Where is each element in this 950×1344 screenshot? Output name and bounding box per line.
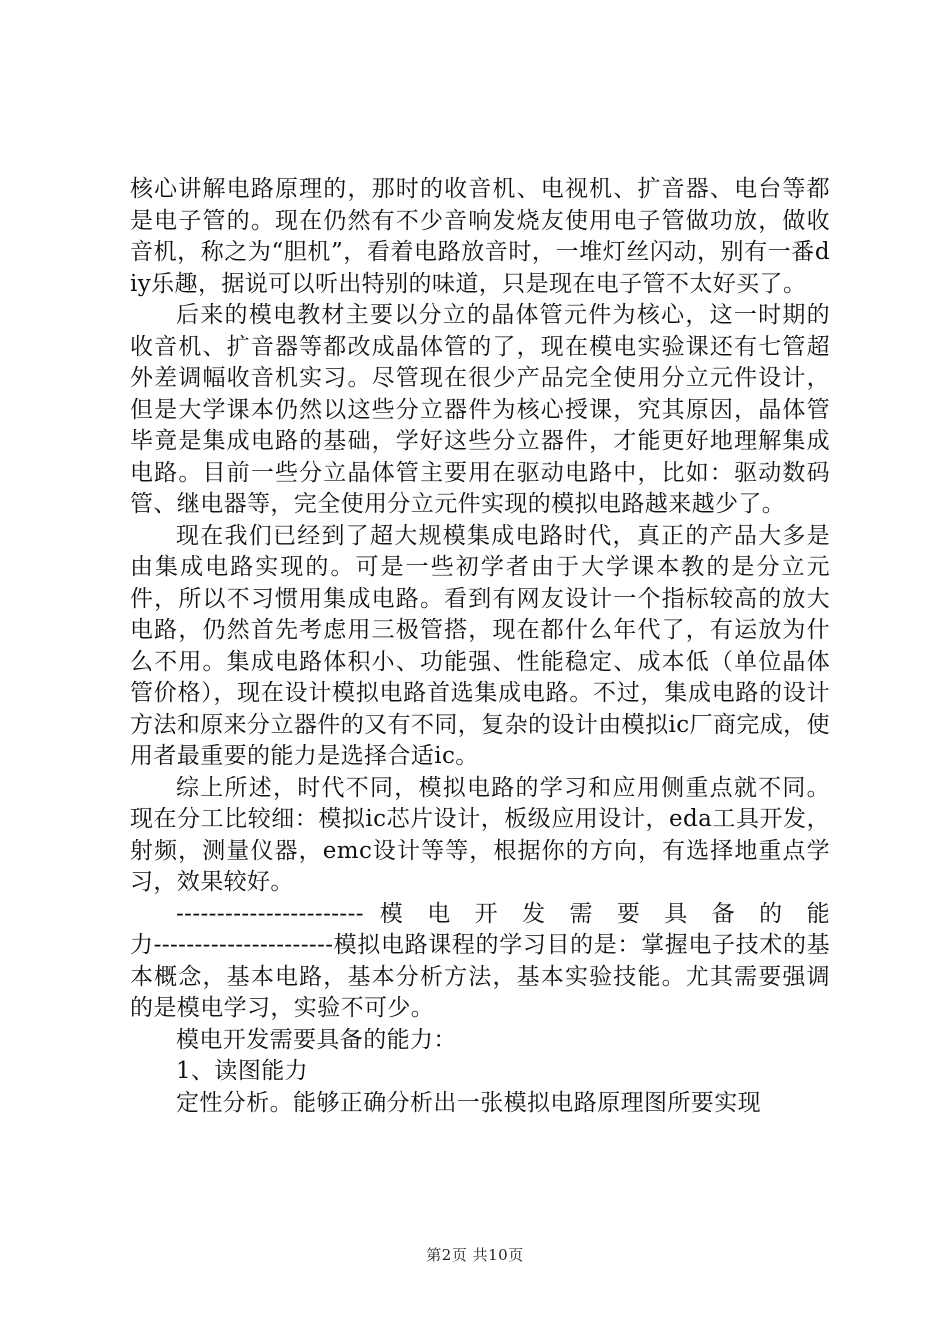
document-body	[130, 174, 830, 1119]
page-indicator: 第2页 共10页	[426, 1246, 524, 1264]
paragraph-5: 力----------------------模拟电路课程的学习目的是：掌握电子技术的基本概念，基本电路，基本分析方法，基本实验技能。尤其需要强调的是模电学习，实验不可少。	[130, 932, 830, 1021]
paragraph-2: 后来的模电教材主要以分立的晶体管元件为核心，这一时期的收音机、扩音器等都改成晶体管的了，现在模电实验课还有七管超外差调幅收音机实习。尽管现在很少产品完全使用分立元件设计，但是大学课本仍然以这些分立器件为核心授课，究其原因，晶体管毕竟是集成电路的基础，学好这些分立器件，才能更好地理解集成电路。目前一些分立晶体管主要用在驱动电路中，比如：驱动数码管、继电器等，完全使用分立元件实现的模拟电路越来越少了。	[130, 302, 830, 517]
paragraph-3: 现在我们已经到了超大规模集成电路时代，真正的产品大多是由集成电路实现的。可是一些初学者由于大学课本教的是分立元件，所以不习惯用集成电路。看到有网友设计一个指标较高的放大电路，仍然首先考虑用三极管搭，现在都什么年代了，有运放为什么不用。集成电路体积小、功能强、性能稳定、成本低（单位晶体管价格），现在设计模拟电路首选集成电路。不过，集成电路的设计方法和原来分立器件的又有不同，复杂的设计由模拟ic厂商完成，使用者最重要的能力是选择合适ic。	[130, 522, 830, 769]
paragraph-6: 定性分析。能够正确分析出一张模拟电路原理图所要实现	[176, 1089, 761, 1116]
paragraph-4: 综上所述，时代不同，模拟电路的学习和应用侧重点就不同。现在分工比较细：模拟ic芯片设计，板级应用设计，eda工具开发，射频，测量仪器，emc设计等等，根据你的方向，有选择地重点学习，效果较好。	[130, 774, 830, 895]
page-footer	[0, 1244, 950, 1265]
paragraph-1: 核心讲解电路原理的，那时的收音机、电视机、扩音器、电台等都是电子管的。现在仍然有不少音响发烧友使用电子管做功放，做收音机，称之为“胆机”，看着电路放音时，一堆灯丝闪动，别有一番diy乐趣，据说可以听出特别的味道，只是现在电子管不太好买了。	[130, 176, 830, 297]
item-heading: 1、读图能力	[176, 1058, 309, 1084]
section-intro: 模电开发需要具备的能力：	[176, 1026, 457, 1053]
divider-heading-line: ----------------------- 模 电 开 发 需 要 具 备 的 能	[176, 900, 830, 927]
